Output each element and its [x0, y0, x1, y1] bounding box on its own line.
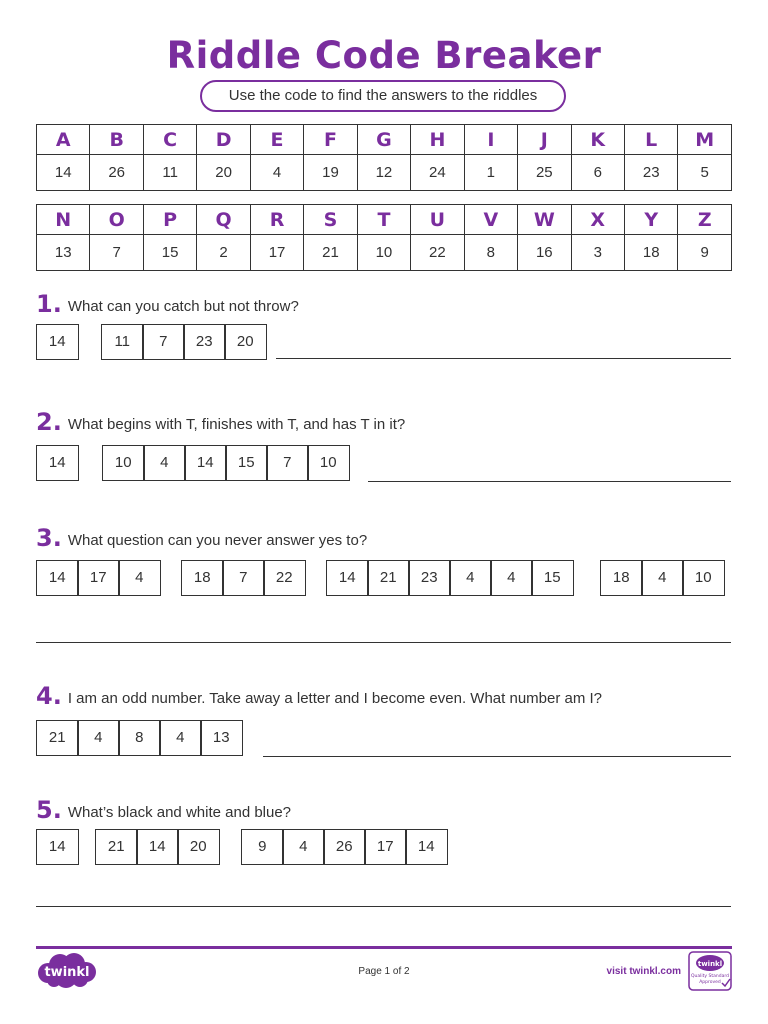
- code-box[interactable]: 23: [183, 324, 226, 360]
- code-box[interactable]: 15: [225, 445, 268, 481]
- key-letter-d: D: [197, 125, 250, 155]
- riddle-3-word-1: [36, 560, 161, 596]
- key-letter-v: V: [464, 205, 517, 235]
- key-letter-z: Z: [678, 205, 732, 235]
- code-box[interactable]: 4: [282, 829, 325, 865]
- key-letter-s: S: [304, 205, 357, 235]
- key-number-a: 14: [37, 155, 90, 191]
- code-box[interactable]: 11: [101, 324, 144, 360]
- code-box[interactable]: 14: [36, 829, 79, 865]
- code-box[interactable]: 7: [222, 560, 265, 596]
- key-number-p: 15: [143, 235, 196, 271]
- riddle-3-word-2: [181, 560, 306, 596]
- code-box[interactable]: 10: [307, 445, 350, 481]
- riddle-3-word-4: [600, 560, 725, 596]
- page-title: Riddle Code Breaker: [166, 34, 602, 77]
- key-number-i: 1: [464, 155, 517, 191]
- code-box[interactable]: 14: [36, 445, 79, 481]
- riddle-5-question: [36, 796, 291, 824]
- riddle-4-text: I am an odd number. Take away a letter and I become even. What number am I?: [67, 690, 603, 707]
- key-number-f: 19: [304, 155, 357, 191]
- code-box[interactable]: 13: [200, 720, 243, 756]
- code-box[interactable]: 17: [77, 560, 120, 596]
- riddle-3-number: 3.: [36, 524, 62, 552]
- key-letter-x: X: [571, 205, 624, 235]
- key-number-e: 4: [250, 155, 303, 191]
- key-letter-q: Q: [197, 205, 250, 235]
- key-number-b: 26: [90, 155, 143, 191]
- code-box[interactable]: 20: [224, 324, 267, 360]
- key-letter-m: M: [678, 125, 732, 155]
- key-letter-w: W: [518, 205, 571, 235]
- code-box[interactable]: 21: [367, 560, 410, 596]
- code-box[interactable]: 15: [531, 560, 574, 596]
- key-number-w: 16: [518, 235, 571, 271]
- key-letter-t: T: [357, 205, 410, 235]
- code-key-table-n-z: [36, 204, 732, 271]
- key-number-c: 11: [143, 155, 196, 191]
- badge-line-2: Approved: [699, 980, 721, 985]
- key-letter-u: U: [411, 205, 464, 235]
- code-box[interactable]: 10: [102, 445, 145, 481]
- code-box[interactable]: 7: [266, 445, 309, 481]
- riddle-3-question: [36, 524, 367, 552]
- key-letter-j: J: [518, 125, 571, 155]
- key-number-x: 3: [571, 235, 624, 271]
- key-number-j: 25: [518, 155, 571, 191]
- riddle-2-text: What begins with T, finishes with T, and has T in it?: [67, 416, 406, 433]
- key-letter-r: R: [250, 205, 303, 235]
- key-number-m: 5: [678, 155, 732, 191]
- code-box[interactable]: 14: [326, 560, 369, 596]
- key-letter-g: G: [357, 125, 410, 155]
- riddle-3-text: What question can you never answer yes to?: [67, 532, 368, 549]
- key-number-h: 24: [411, 155, 464, 191]
- key-number-l: 23: [624, 155, 677, 191]
- riddle-4-answer-line[interactable]: [263, 756, 731, 757]
- riddle-1-answer-line[interactable]: [276, 358, 731, 359]
- code-box[interactable]: 4: [641, 560, 684, 596]
- code-box[interactable]: 17: [364, 829, 407, 865]
- key-number-r: 17: [250, 235, 303, 271]
- key-letter-y: Y: [624, 205, 677, 235]
- code-box[interactable]: 18: [181, 560, 224, 596]
- badge-logo-text: twinkl: [697, 960, 723, 968]
- key-number-o: 7: [90, 235, 143, 271]
- riddle-5-answer-line[interactable]: [36, 906, 731, 907]
- code-box[interactable]: 7: [142, 324, 185, 360]
- visit-link[interactable]: visit twinkl.com: [606, 966, 681, 977]
- riddle-5-word-2: [95, 829, 220, 865]
- key-number-s: 21: [304, 235, 357, 271]
- key-number-t: 10: [357, 235, 410, 271]
- key-letter-c: C: [143, 125, 196, 155]
- riddle-2-word-1: [36, 445, 79, 481]
- code-box[interactable]: 18: [600, 560, 643, 596]
- key-letter-h: H: [411, 125, 464, 155]
- code-box[interactable]: 14: [36, 324, 79, 360]
- key-letter-l: L: [624, 125, 677, 155]
- code-box[interactable]: 14: [405, 829, 448, 865]
- key-letter-k: K: [571, 125, 624, 155]
- code-box[interactable]: 4: [449, 560, 492, 596]
- subtitle-pill: Use the code to find the answers to the riddles: [200, 80, 566, 112]
- riddle-1-word-1: [36, 324, 79, 360]
- key-letter-o: O: [90, 205, 143, 235]
- code-key-table-a-m: [36, 124, 732, 191]
- code-box[interactable]: 9: [241, 829, 284, 865]
- key-letter-b: B: [90, 125, 143, 155]
- riddle-1-word-2: [101, 324, 267, 360]
- riddle-4-word-1: [36, 720, 243, 756]
- key-letter-e: E: [250, 125, 303, 155]
- code-box[interactable]: 4: [118, 560, 161, 596]
- key-number-q: 2: [197, 235, 250, 271]
- riddle-5-word-3: [241, 829, 448, 865]
- code-box[interactable]: 23: [408, 560, 451, 596]
- riddle-1-number: 1.: [36, 290, 62, 318]
- riddle-2-question: [36, 408, 405, 436]
- code-box[interactable]: 20: [177, 829, 220, 865]
- code-box[interactable]: 4: [490, 560, 533, 596]
- riddle-2-number: 2.: [36, 408, 62, 436]
- code-box[interactable]: 8: [118, 720, 161, 756]
- riddle-2-answer-line[interactable]: [368, 481, 731, 482]
- code-box[interactable]: 4: [159, 720, 202, 756]
- twinkl-logo-text: twinkl: [44, 965, 90, 980]
- code-box[interactable]: 14: [136, 829, 179, 865]
- key-letter-f: F: [304, 125, 357, 155]
- code-box[interactable]: 10: [682, 560, 725, 596]
- riddle-1-question: [36, 290, 299, 318]
- key-number-d: 20: [197, 155, 250, 191]
- code-box[interactable]: 4: [143, 445, 186, 481]
- key-number-g: 12: [357, 155, 410, 191]
- riddle-2-word-2: [102, 445, 350, 481]
- riddle-3-word-3: [326, 560, 574, 596]
- riddle-4-number: 4.: [36, 682, 62, 710]
- riddle-5-word-1: [36, 829, 79, 865]
- riddle-3-answer-line[interactable]: [36, 642, 731, 643]
- key-number-n: 13: [37, 235, 90, 271]
- code-box[interactable]: 26: [323, 829, 366, 865]
- key-letter-i: I: [464, 125, 517, 155]
- riddle-5-text: What’s black and white and blue?: [67, 804, 292, 821]
- code-box[interactable]: 21: [36, 720, 79, 756]
- key-number-v: 8: [464, 235, 517, 271]
- riddle-4-question: [36, 682, 602, 710]
- badge-line-1: Quality Standard: [691, 974, 729, 979]
- riddle-5-number: 5.: [36, 796, 62, 824]
- quality-standard-badge-icon: [688, 951, 732, 991]
- code-box[interactable]: 21: [95, 829, 138, 865]
- code-box[interactable]: 14: [36, 560, 79, 596]
- key-number-z: 9: [678, 235, 732, 271]
- code-box[interactable]: 22: [263, 560, 306, 596]
- key-letter-a: A: [37, 125, 90, 155]
- key-number-u: 22: [411, 235, 464, 271]
- key-letter-n: N: [37, 205, 90, 235]
- code-box[interactable]: 4: [77, 720, 120, 756]
- page-number: Page 1 of 2: [358, 966, 410, 977]
- riddle-1-text: What can you catch but not throw?: [67, 298, 299, 315]
- key-number-k: 6: [571, 155, 624, 191]
- footer-rule: [36, 946, 732, 949]
- code-box[interactable]: 14: [184, 445, 227, 481]
- key-letter-p: P: [143, 205, 196, 235]
- key-number-y: 18: [624, 235, 677, 271]
